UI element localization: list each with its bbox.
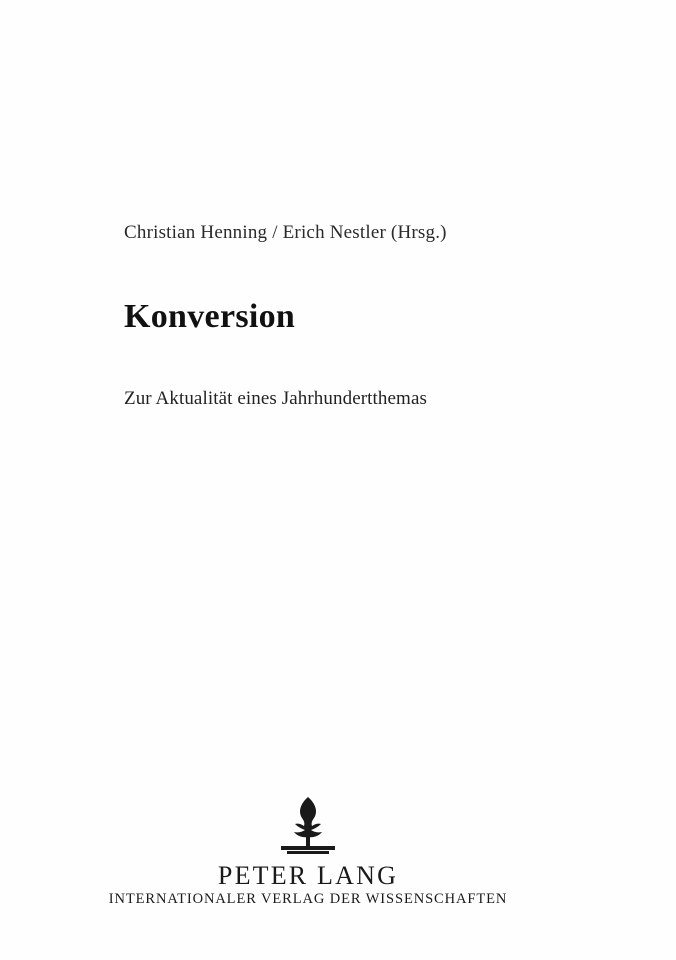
book-title: Konversion [124, 298, 296, 335]
publisher-tagline: INTERNATIONALER VERLAG DER WISSENSCHAFTEN [108, 891, 508, 907]
book-subtitle: Zur Aktualität eines Jahrhundertthemas [124, 388, 427, 409]
publisher-name: PETER LANG [217, 860, 399, 890]
peter-lang-tree-logo-icon [271, 796, 345, 858]
editors-line: Christian Henning / Erich Nestler (Hrsg.) [124, 222, 447, 243]
publisher-block [0, 796, 676, 908]
